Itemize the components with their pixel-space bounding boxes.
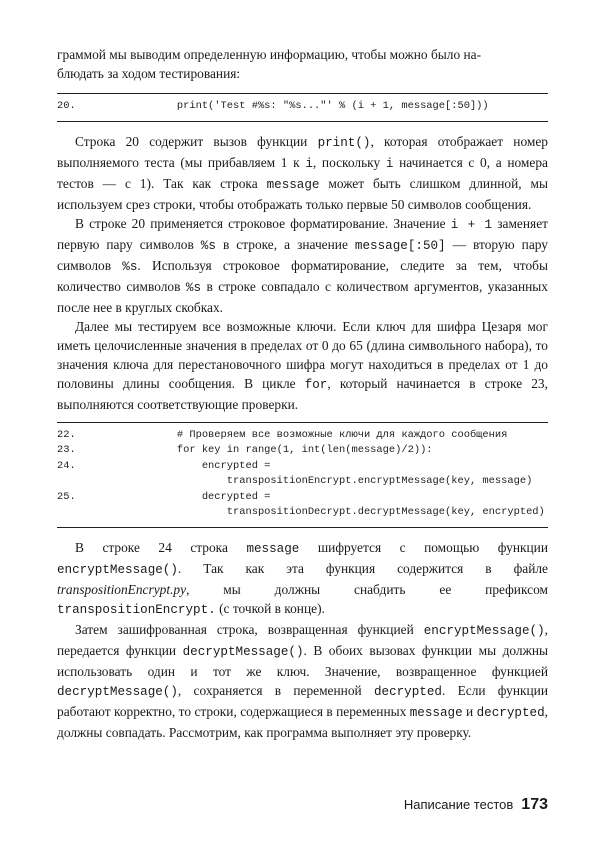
code-line-number: 20. <box>57 100 76 112</box>
code-line-number <box>57 474 127 490</box>
page-number: 173 <box>521 796 548 813</box>
text: , который начинается в строке 23, выполняются соответствующие проверки. <box>57 375 548 412</box>
inline-code: message <box>246 541 300 556</box>
section-title: Написание тестов <box>403 797 514 812</box>
inline-code: decryptMessage() <box>182 644 304 659</box>
text: Строка 20 содержит вызов функции <box>75 133 318 149</box>
text: в строке, а значение <box>215 236 355 252</box>
text: В строке 24 строка <box>75 539 247 555</box>
inline-code: %s <box>122 259 138 274</box>
text: заменяет первую пару символов <box>57 215 548 252</box>
intro-line-2: блюдать за ходом тестирования: <box>57 66 241 81</box>
code-line-text: # Проверяем все возможные ключи для каждого сообщения <box>127 428 508 441</box>
code-line <box>57 443 548 459</box>
code-line-text: encrypted = <box>127 459 271 472</box>
inline-code: encryptMessage() <box>57 562 178 577</box>
page-footer <box>57 796 548 814</box>
code-line <box>57 474 548 490</box>
code-line-number: 25. <box>57 490 76 503</box>
inline-code: %s <box>185 280 202 295</box>
text: Далее мы тестируем все возможные ключи. Если ключ для шифра Цезаря мог иметь целочисленные значения в пределах от 0 до 65 (длина символьного набора), то значения ключа для перестановочного шифра могут находиться в пределах от 1 до половины длины сообщения. В цикле <box>57 318 548 391</box>
paragraph-intro <box>57 45 548 83</box>
text: , должны совпадать. Рассмотрим, как программа выполняет эту проверку. <box>57 703 548 740</box>
text: , мы должны снабдить ее префиксом <box>186 581 548 597</box>
code-line <box>57 99 548 115</box>
paragraph-line24 <box>57 538 548 620</box>
inline-code: message <box>266 177 320 192</box>
text: и <box>462 703 477 719</box>
text: Затем зашифрованная строка, возвращенная функцией <box>75 621 424 637</box>
text: В строке 20 применяется строковое форматирование. Значение <box>75 215 451 231</box>
text: , поскольку <box>312 154 386 170</box>
code-listing-1 <box>57 93 548 122</box>
code-line <box>57 459 548 475</box>
text: — вторую пару символов <box>57 236 548 273</box>
code-line <box>57 505 548 521</box>
paragraph-line20 <box>57 132 548 214</box>
code-line-number: 22. <box>57 428 76 441</box>
inline-code: decrypted <box>373 684 442 699</box>
paragraph-format <box>57 214 548 317</box>
text: шифруется с помощью функции <box>299 539 548 555</box>
text: . Используя строковое форматирование, следите за тем, чтобы количество символов <box>57 257 548 294</box>
text: , которая отображает номер выполняемого теста (мы прибавляем 1 к <box>57 133 548 170</box>
code-line-text: transpositionEncrypt.encryptMessage(key, message) <box>127 475 533 487</box>
text: , сохраняется в переменной <box>177 682 374 698</box>
code-line-number <box>57 505 127 521</box>
inline-code: encryptMessage() <box>423 623 545 638</box>
inline-code: transpositionEncrypt. <box>57 602 216 617</box>
page-body <box>57 45 548 742</box>
inline-code: message <box>409 705 463 720</box>
inline-code: i <box>305 156 313 171</box>
inline-code: print() <box>317 135 371 150</box>
text: , передается функции <box>57 621 548 658</box>
intro-line-1: граммой мы выводим определенную информацию, чтобы можно было на- <box>57 47 482 62</box>
inline-code: decryptMessage() <box>57 684 178 699</box>
text: может быть слишком длинной, мы используем срез строки, чтобы отображать только первые 50 символов сообщения. <box>57 175 548 212</box>
inline-code: for <box>304 377 328 392</box>
code-listing-2 <box>57 422 548 528</box>
code-line-number: 24. <box>57 459 76 472</box>
inline-code: i <box>385 156 394 171</box>
code-line-number: 23. <box>57 444 76 456</box>
inline-code: message[:50] <box>354 238 446 253</box>
inline-code: i + 1 <box>450 217 493 232</box>
code-line-text: transpositionDecrypt.decryptMessage(key, encrypted) <box>127 506 545 518</box>
code-line-text: decrypted = <box>127 490 271 503</box>
text: . В обоих вызовах функции мы должны использовать один и тот же ключ. Значение, возвращенное функцией <box>57 642 548 679</box>
code-line <box>57 490 548 506</box>
paragraph-keys <box>57 317 548 414</box>
filename: transpositionEncrypt.py <box>57 581 187 597</box>
code-line <box>57 428 548 444</box>
text: начинается с 0, а номера тестов — с 1). Так как строка <box>57 154 548 191</box>
code-line-text: print('Test #%s: "%s..."' % (i + 1, message[:50])) <box>127 100 489 112</box>
paragraph-then <box>57 620 548 742</box>
text: . Если функции работают корректно, то строки, содержащиеся в переменных <box>57 682 548 719</box>
text: (с точкой в конце). <box>215 600 325 616</box>
inline-code: decrypted <box>476 705 545 720</box>
inline-code: %s <box>200 238 216 253</box>
text: . Так как эта функция содержится в файле <box>177 560 548 576</box>
code-line-text: for key in range(1, int(len(message)/2)): <box>127 444 433 456</box>
text: в строке совпадало с количеством аргументов, указанных после нее в круглых скобках. <box>57 278 548 315</box>
